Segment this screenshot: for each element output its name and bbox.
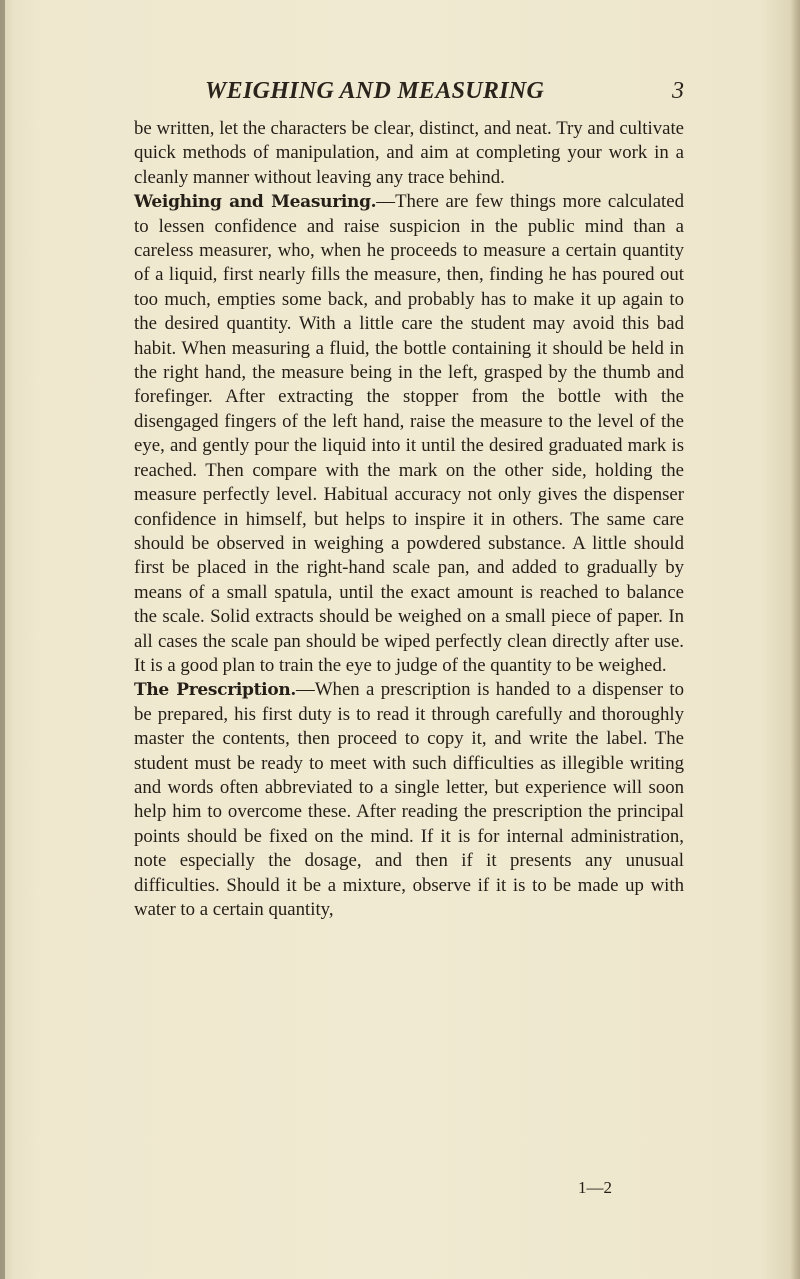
paragraph-continuation: be written, let the characters be clear, distinct, and neat. Try and cultivate quick methods of manipulation, and aim at completing your work in a cleanly manner without leaving any trace behind. bbox=[134, 118, 684, 188]
section-heading-weighing: Weighing and Measuring. bbox=[134, 192, 377, 213]
running-head: WEIGHING AND MEASURING bbox=[205, 78, 545, 104]
section-the-prescription bbox=[134, 678, 684, 922]
section-text-weighing: —There are few things more calculated to lessen confidence and raise suspicion in the public mind than a careless measurer, who, when he proceeds to measure a certain quantity of a liquid, first nearly fills the measure, then, finding he has poured out too much, empties some back, and probably has to make it up again to the desired quantity. With a little care the student may avoid this bad habit. When measuring a fluid, the bottle containing it should be held in the right hand, the measure being in the left, grasped by the thumb and forefinger. After extracting the stopper from the bottle with the disengaged fingers of the left hand, raise the measure to the level of the eye, and gently pour the liquid into it until the desired graduated mark is reached. Then compare with the mark on the other side, holding the measure perfectly level. Habitual accuracy not only gives the dispenser confidence in himself, but helps to inspire it in others. The same care should be observed in weighing a powdered substance. A little should first be placed in the right-hand scale pan, and added to gradually by means of a small spatula, until the exact amount is reached to balance the scale. Solid extracts should be weighed on a small piece of paper. In all cases the scale pan should be wiped perfectly clean directly after use. It is a good plan to train the eye to judge of the quantity to be weighed. bbox=[134, 191, 684, 676]
page-header bbox=[0, 78, 800, 110]
page-right-edge bbox=[790, 0, 800, 1279]
page-number: 3 bbox=[672, 78, 684, 104]
signature-mark: 1—2 bbox=[578, 1178, 612, 1197]
body-text bbox=[134, 117, 684, 922]
section-weighing-and-measuring bbox=[134, 190, 684, 678]
section-heading-prescription: The Prescription. bbox=[134, 680, 297, 701]
section-text-prescription: —When a prescription is handed to a dispenser to be prepared, his first duty is to read it through carefully and thoroughly master the contents, then proceed to copy it, and write the label. The student must be ready to meet with such difficulties as illegible writing and words often abbreviated to a single letter, but experience will soon help him to overcome these. After reading the prescription the principal points should be fixed on the mind. If it is for internal administration, note especially the dosage, and then if it presents any unusual difficulties. Should it be a mixture, observe if it is to be made up with water to a certain quantity, bbox=[134, 679, 684, 920]
page-left-edge bbox=[0, 0, 5, 1279]
